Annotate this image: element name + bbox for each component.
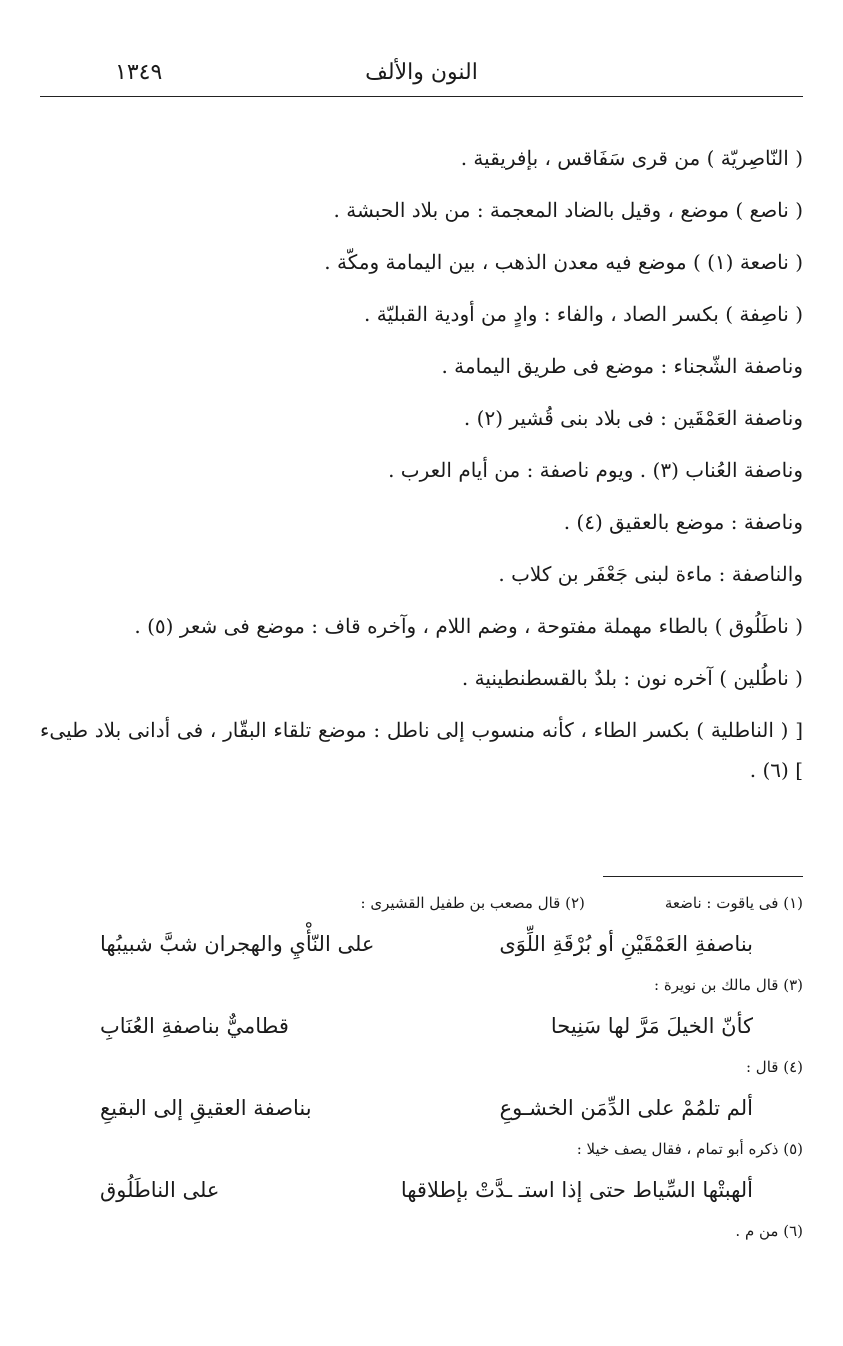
entry-nasi: ( ناصع ) موضع ، وقيل بالضاد المعجمة : من بلاد الحبشة .	[333, 198, 803, 222]
entry-nataliyya: [ ( الناطلية ) بكسر الطاء ، كأنه منسوب إلى ناطل : موضع تلقاء البقّار ، فى أدانى بلاد طيىء ] (٦) .	[40, 718, 803, 782]
verse-hemistich: قطاميٌّ بناصفةِ العُنَابِ	[100, 1014, 289, 1038]
verse-hemistich: بناصفة العقيقِ إلى البقيعِ	[100, 1096, 312, 1120]
verse-footnote-3	[100, 1006, 753, 1046]
page-header	[40, 54, 803, 94]
entry-natulin: ( ناطُلين ) آخره نون : بلدٌ بالقسطنطينية .	[461, 666, 803, 690]
verse-hemistich: ألم تلمُمْ على الدِّمَن الخشـوعِ	[499, 1096, 753, 1120]
footnote-rule	[603, 876, 803, 877]
page-number: ١٣٤٩	[115, 60, 163, 85]
verse-hemistich: على الناطَلُوق	[100, 1178, 220, 1202]
dictionary-entries	[40, 132, 803, 796]
header-rule	[40, 96, 803, 97]
entry-al-nasifa: والناصفة : ماءة لبنى جَعْفَر بن كلاب .	[498, 562, 803, 586]
verse-hemistich: كأنّ الخيلَ مَرَّ لها سَنِيحا	[550, 1014, 753, 1038]
entry-nasifa-aqiq: وناصفة : موضع بالعقيق (٤) .	[563, 510, 803, 534]
verse-footnote-2	[100, 924, 753, 964]
footnote-2: (٢) قال مصعب بن طفيل القشيرى :	[360, 894, 585, 912]
footnote-3: (٣) قال مالك بن نويرة :	[654, 976, 803, 994]
entry-nasia: ( ناصعة (١) ) موضع فيه معدن الذهب ، بين اليمامة ومكّة .	[324, 250, 803, 274]
entry-natalouq: ( ناطَلُوق ) بالطاء مهملة مفتوحة ، وضم اللام ، وآخره قاف : موضع فى شعر (٥) .	[134, 614, 803, 638]
footnotes	[40, 888, 803, 1246]
verse-footnote-5	[100, 1170, 753, 1210]
footnote-5: (٥) ذكره أبو تمام ، فقال يصف خيلا :	[576, 1140, 803, 1158]
verse-hemistich: بناصفةِ العَمْقَيْنِ أو بُرْقَةِ اللِّوَى	[499, 932, 753, 956]
verse-hemistich: ألهبتْها السِّياط حتى إذا استـ ـدَّتْ بإطلاقها	[400, 1178, 753, 1202]
entry-nasifat-unab: وناصفة العُناب (٣) . ويوم ناصفة : من أيام العرب .	[388, 458, 803, 482]
verse-footnote-4	[100, 1088, 753, 1128]
footnote-6: (٦) من م .	[735, 1222, 803, 1240]
entry-nasiriyya: ( النّاصِريّة ) من قرى سَفَاقس ، بإفريقية .	[460, 146, 803, 170]
running-head: النون والألف	[365, 60, 478, 85]
footnote-1: (١) فى ياقوت : ناضعة	[664, 894, 803, 912]
footnote-4: (٤) قال :	[745, 1058, 803, 1076]
entry-nasifa: ( ناصِفة ) بكسر الصاد ، والفاء : وادٍ من أودية القبليّة .	[364, 302, 803, 326]
entry-nasifat-shajna: وناصفة الشّجناء : موضع فى طريق اليمامة .	[441, 354, 803, 378]
footnote-row-1-2	[40, 888, 803, 918]
verse-hemistich: على النّأْيِ والهجران شبَّ شبيبُها	[100, 932, 375, 956]
entry-nasifat-amqayn: وناصفة العَمْقَين : فى بلاد بنى قُشير (٢) .	[463, 406, 803, 430]
